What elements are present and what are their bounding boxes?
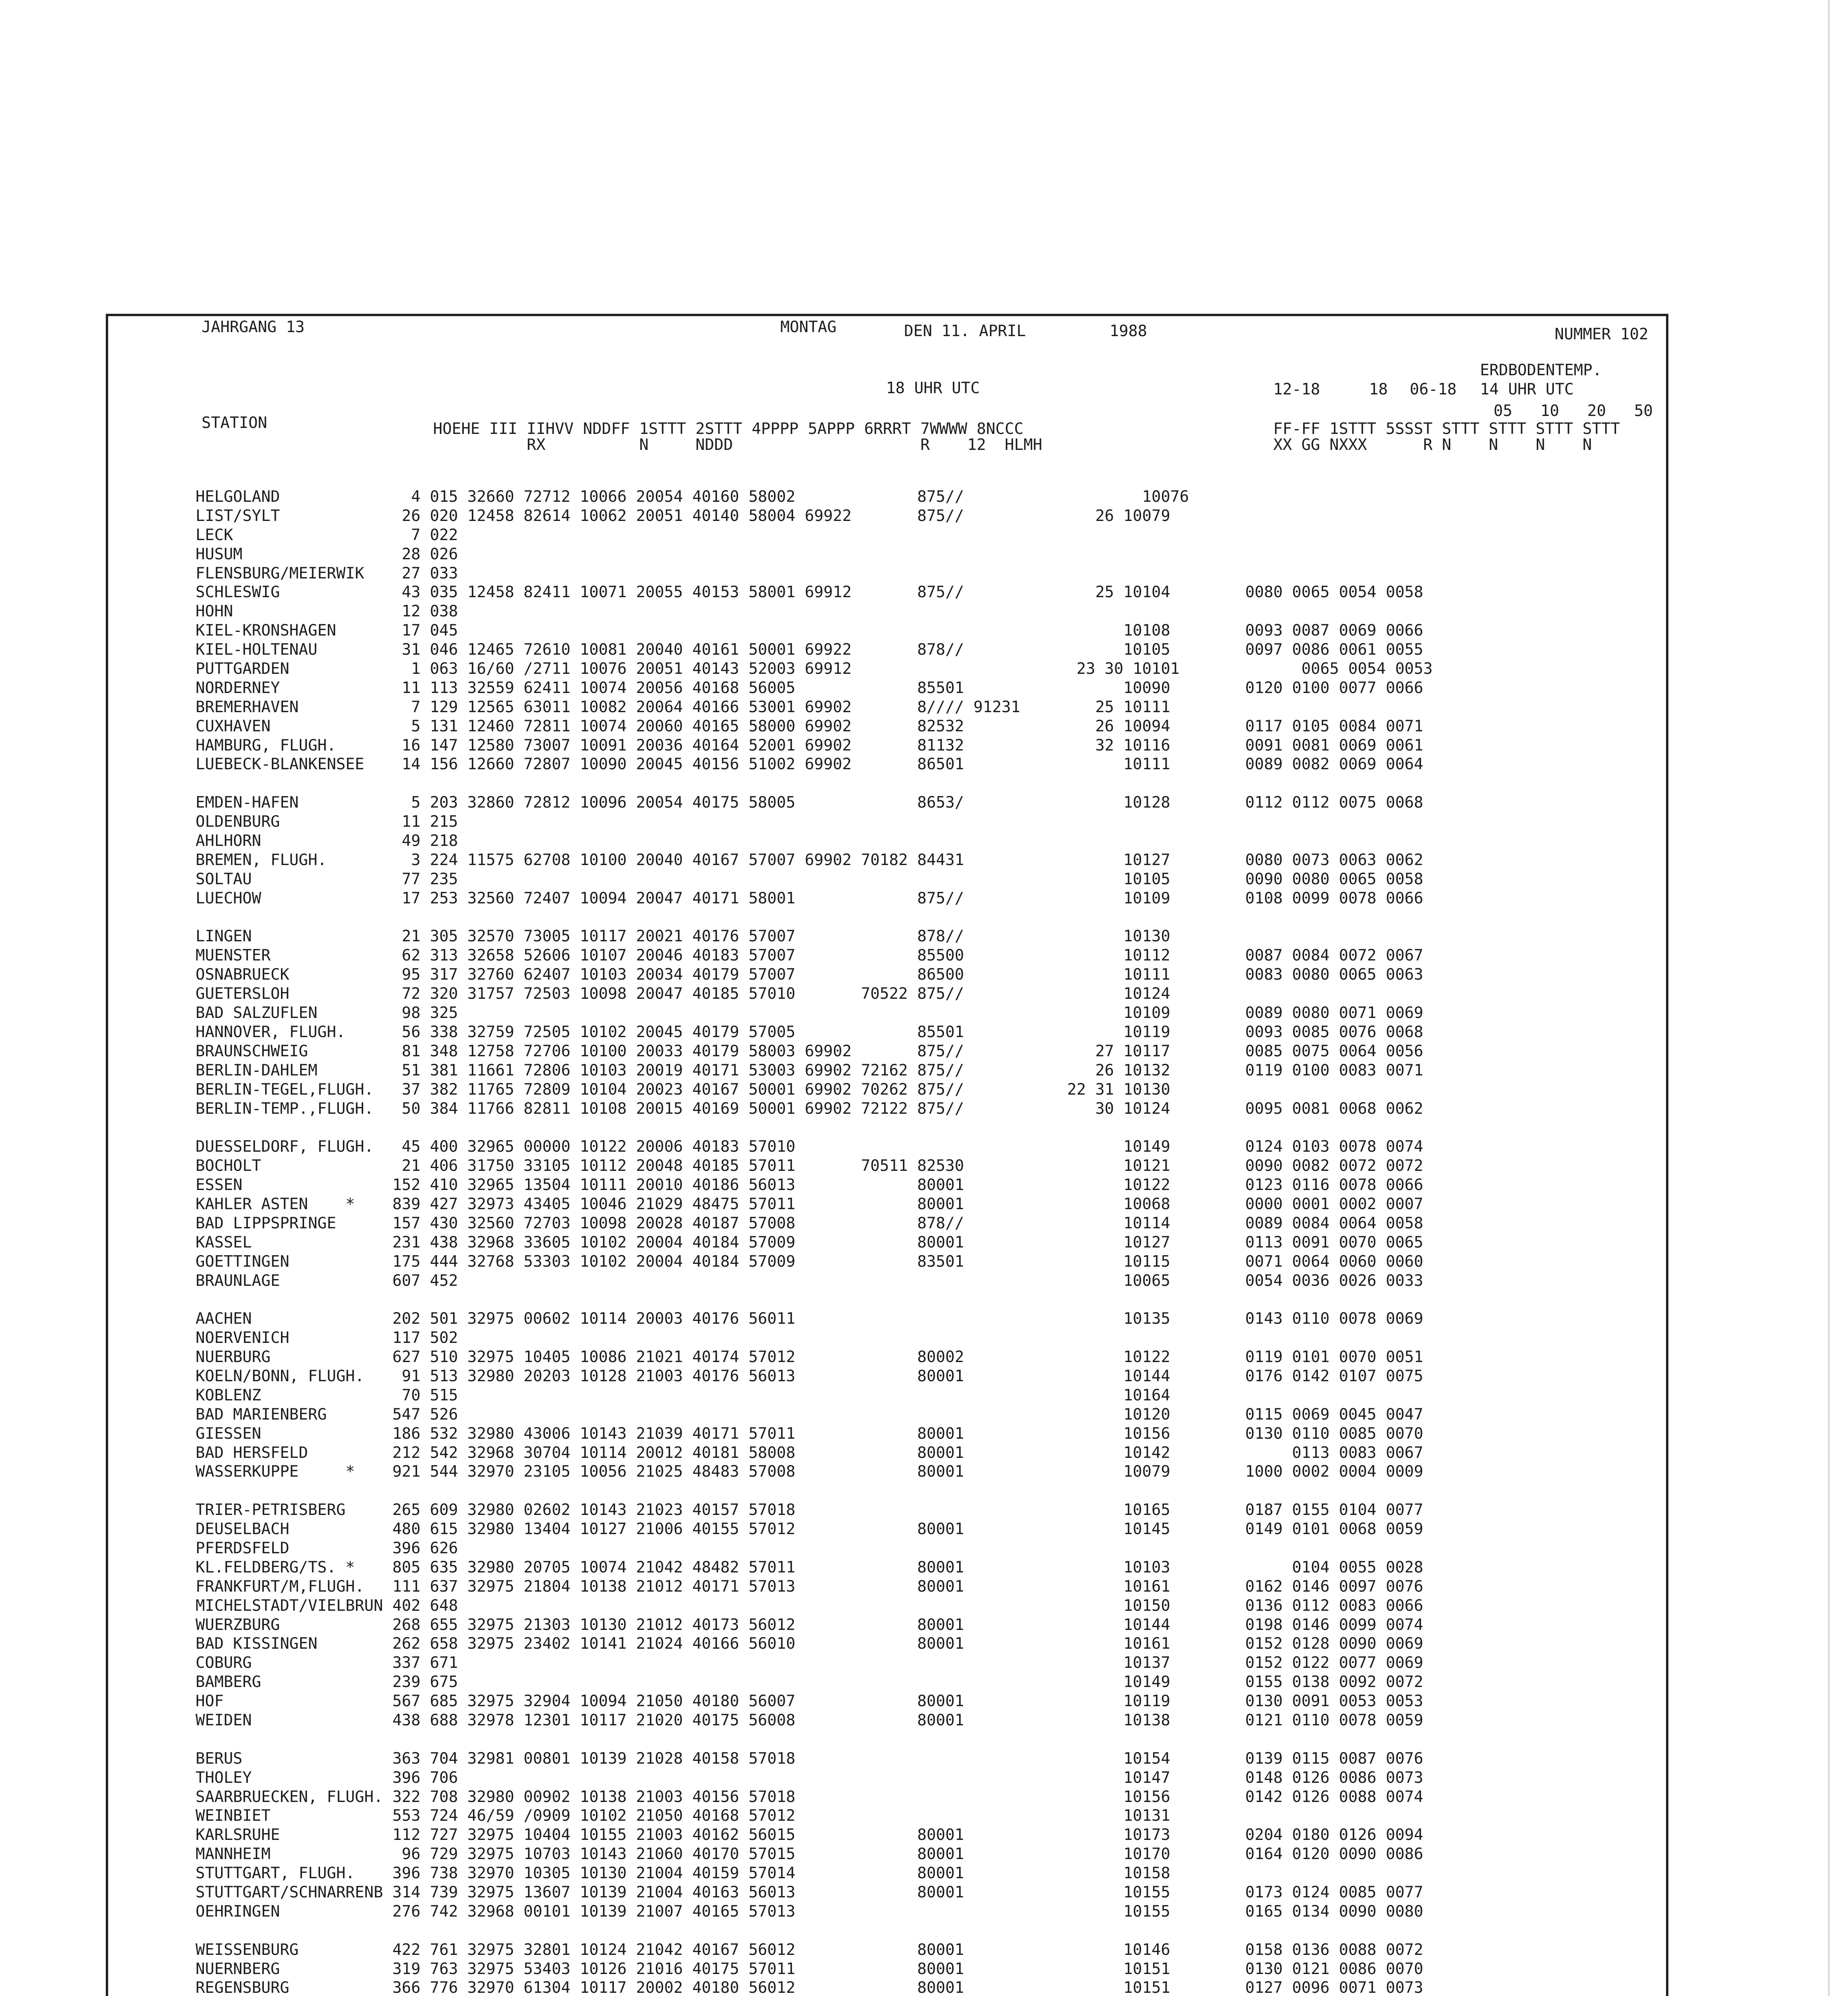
station-row: HUSUM 28 026 [196,545,458,563]
station-row: BAD SALZUFLEN 98 325 10109 0089 0080 0071 0069 [196,1004,1423,1022]
station-table [196,473,1432,1996]
station-row: KAHLER ASTEN * 839 427 32973 43405 10046 21029 48475 57011 80001 10068 0000 0001 0002 0007 [196,1195,1423,1213]
station-row: SAARBRUECKEN, FLUGH. 322 708 32980 00902 10138 21003 40156 57018 10156 0142 0126 0088 0074 [196,1788,1423,1806]
station-row: FRANKFURT/M,FLUGH. 111 637 32975 21804 10138 21012 40171 57013 80001 10161 0162 0146 0097 0076 [196,1577,1423,1596]
station-row: SCHLESWIG 43 035 12458 82411 10071 20055 40153 58001 69912 875// 25 10104 0080 0065 0054 0058 [196,583,1423,602]
station-row: OLDENBURG 11 215 [196,813,458,831]
station-row: KIEL-HOLTENAU 31 046 12465 72610 10081 20040 40161 50001 69922 878// 10105 0097 0086 0061 0055 [196,641,1423,659]
station-row: BERLIN-DAHLEM 51 381 11661 72806 10103 20019 40171 53003 69902 72162 875// 26 10132 0119 0100 0083 0071 [196,1061,1423,1079]
column-codes-line1: HOEHE III IIHVV NDDFF 1STTT 2STTT 4PPPP 5APPP 6RRRT 7WWWW 8NCCC [433,420,1024,438]
soil-time: 14 UHR UTC [1480,380,1574,398]
station-row: PFERDSFELD 396 626 [196,1539,458,1557]
station-row: OEHRINGEN 276 742 32968 00101 10139 21007 40165 57013 10155 0165 0134 0090 0080 [196,1902,1423,1921]
station-row: GOETTINGEN 175 444 32768 53303 10102 20004 40184 57009 83501 10115 0071 0064 0060 0060 [196,1252,1423,1271]
observation-time: 18 UHR UTC [886,379,980,397]
station-row: BREMEN, FLUGH. 3 224 11575 62708 10100 20040 40167 57007 69902 70182 84431 10127 0080 0073 0063 0062 [196,851,1423,869]
station-row: LECK 7 022 [196,526,458,544]
issue-number: NUMMER 102 [1555,325,1648,343]
station-row: AHLHORN 49 218 [196,832,458,850]
station-row: CUXHAVEN 5 131 12460 72811 10074 20060 40165 58000 69902 82532 26 10094 0117 0105 0084 0071 [196,717,1423,735]
station-row: KARLSRUHE 112 727 32975 10404 10155 21003 40162 56015 80001 10173 0204 0180 0126 0094 [196,1826,1423,1844]
date-label: DEN 11. APRIL [904,322,1026,340]
station-row: BOCHOLT 21 406 31750 33105 10112 20048 40185 57011 70511 82530 10121 0090 0082 0072 0072 [196,1157,1423,1175]
station-row: BERLIN-TEMP.,FLUGH. 50 384 11766 82811 10108 20015 40169 50001 69902 72122 875// 30 10124 0095 0081 0068 0062 [196,1099,1423,1118]
station-row: BAD KISSINGEN 262 658 32975 23402 10141 21024 40166 56010 80001 10161 0152 0128 0090 0069 [196,1635,1423,1653]
volume-label: JAHRGANG 13 [202,318,305,336]
station-row: BAD HERSFELD 212 542 32968 30704 10114 20012 40181 58008 80001 10142 0113 0083 0067 [196,1444,1423,1462]
station-row: WEIDEN 438 688 32978 12301 10117 21020 40175 56008 80001 10138 0121 0110 0078 0059 [196,1711,1423,1729]
station-row: GIESSEN 186 532 32980 43006 10143 21039 40171 57011 80001 10156 0130 0110 0085 0070 [196,1424,1423,1443]
station-row: DUESSELDORF, FLUGH. 45 400 32965 00000 10122 20006 40183 57010 10149 0124 0103 0078 0074 [196,1138,1423,1156]
station-row: NORDERNEY 11 113 32559 62411 10074 20056 40168 56005 85501 10090 0120 0100 0077 0066 [196,679,1423,697]
station-row: HELGOLAND 4 015 32660 72712 10066 20054 40160 58002 875// 10076 [196,488,1189,506]
station-row: BERUS 363 704 32981 00801 10139 21028 40158 57018 10154 0139 0115 0087 0076 [196,1749,1423,1768]
station-row: KIEL-KRONSHAGEN 17 045 10108 0093 0087 0069 0066 [196,622,1423,640]
station-row: BERLIN-TEGEL,FLUGH. 37 382 11765 72809 10104 20023 40167 50001 69902 70262 875// 22 31 10130 [196,1080,1170,1099]
station-row: BAD LIPPSPRINGE 157 430 32560 72703 10098 20028 40187 57008 878// 10114 0089 0084 0064 0058 [196,1214,1423,1232]
station-row: MUENSTER 62 313 32658 52606 10107 20046 40183 57007 85500 10112 0087 0084 0072 0067 [196,947,1423,965]
station-row: HOF 567 685 32975 32904 10094 21050 40180 56007 80001 10119 0130 0091 0053 0053 [196,1692,1423,1711]
station-row: MICHELSTADT/VIELBRUN 402 648 10150 0136 0112 0083 0066 [196,1596,1423,1615]
range-06-18: 06-18 [1410,380,1457,398]
station-row: LIST/SYLT 26 020 12458 82614 10062 20051 40140 58004 69922 875// 26 10079 [196,507,1170,525]
station-row: BAD MARIENBERG 547 526 10120 0115 0069 0045 0047 [196,1405,1423,1424]
station-row: GUETERSLOH 72 320 31757 72503 10098 20047 40185 57010 70522 875// 10124 [196,985,1170,1003]
station-row: WEISSENBURG 422 761 32975 32801 10124 21042 40167 56012 80001 10146 0158 0136 0088 0072 [196,1941,1423,1959]
column-codes-line2: RX N NDDD R 12 HLMH [433,436,1043,454]
station-row: REGENSBURG 366 776 32970 61304 10117 20002 40180 56012 80001 10151 0127 0096 0071 0073 [196,1979,1423,1996]
station-row: COBURG 337 671 10137 0152 0122 0077 0069 [196,1654,1423,1672]
station-row: BRAUNSCHWEIG 81 348 12758 72706 10100 20033 40179 58003 69902 875// 27 10117 0085 0075 0064 0056 [196,1042,1423,1060]
station-row: MANNHEIM 96 729 32975 10703 10143 21060 40170 57015 80001 10170 0164 0120 0090 0086 [196,1845,1423,1863]
soil-depths: 05 10 20 50 [1494,402,1653,420]
station-row: NUERNBERG 319 763 32975 53403 10126 21016 40175 57011 80001 10151 0130 0121 0086 0070 [196,1960,1423,1978]
station-row: ESSEN 152 410 32965 13504 10111 20010 40186 56013 80001 10122 0123 0116 0078 0066 [196,1176,1423,1194]
station-row: BAMBERG 239 675 10149 0155 0138 0092 0072 [196,1673,1423,1691]
soil-temp-title: ERDBODENTEMP. [1480,361,1602,379]
station-row: BREMERHAVEN 7 129 12565 63011 10082 20064 40166 53001 69902 8//// 91231 25 10111 [196,698,1170,716]
range-12-18: 12-18 [1273,380,1320,398]
station-row: WUERZBURG 268 655 32975 21303 10130 21012 40173 56012 80001 10144 0198 0146 0099 0074 [196,1616,1423,1634]
group-separator [196,1120,1432,1139]
station-row: PUTTGARDEN 1 063 16/60 /2711 10076 20051 40143 52003 69912 23 30 10101 0065 0054 0053 [196,660,1433,678]
station-row: NOERVENICH 117 502 [196,1329,458,1347]
right-codes-line1: FF-FF 1STTT 5SSST STTT STTT STTT STTT [1273,420,1620,438]
station-row: LINGEN 21 305 32570 73005 10117 20021 40176 57007 878// 10130 [196,927,1170,946]
paper-edge [1828,0,1830,1996]
station-row: KASSEL 231 438 32968 33605 10102 20004 40184 57009 80001 10127 0113 0091 0070 0065 [196,1233,1423,1251]
group-separator [196,1923,1432,1942]
year-label: 1988 [1110,322,1147,340]
station-row: STUTTGART/SCHNARRENB 314 739 32975 13607 10139 21004 40163 56013 80001 10155 0173 0124 0085 0077 [196,1883,1423,1902]
station-row: KL.FELDBERG/TS. * 805 635 32980 20705 10074 21042 48482 57011 80001 10103 0104 0055 0028 [196,1558,1423,1576]
station-row: HANNOVER, FLUGH. 56 338 32759 72505 10102 20045 40179 57005 85501 10119 0093 0085 0076 0068 [196,1023,1423,1041]
right-codes-line2: XX GG NXXX R N N N N [1273,436,1592,454]
station-row: WASSERKUPPE * 921 544 32970 23105 10056 21025 48483 57008 80001 10079 1000 0002 0004 0009 [196,1463,1423,1481]
station-row: LUECHOW 17 253 32560 72407 10094 20047 40171 58001 875// 10109 0108 0099 0078 0066 [196,889,1423,907]
station-row: WEINBIET 553 724 46/59 /0909 10102 21050 40168 57012 10131 [196,1807,1170,1825]
station-row: TRIER-PETRISBERG 265 609 32980 02602 10143 21023 40157 57018 10165 0187 0155 0104 0077 [196,1501,1423,1519]
station-row: KOBLENZ 70 515 10164 [196,1386,1170,1404]
station-row: FLENSBURG/MEIERWIK 27 033 [196,564,458,582]
station-row: BRAUNLAGE 607 452 10065 0054 0036 0026 0033 [196,1271,1423,1290]
station-row: LUEBECK-BLANKENSEE 14 156 12660 72807 10090 20045 40156 51002 69902 86501 10111 0089 0082 0069 0064 [196,755,1423,774]
station-row: EMDEN-HAFEN 5 203 32860 72812 10096 20054 40175 58005 8653/ 10128 0112 0112 0075 0068 [196,794,1423,812]
station-heading: STATION [202,414,267,432]
station-row: KOELN/BONN, FLUGH. 91 513 32980 20203 10128 21003 40176 56013 80001 10144 0176 0142 0107 0075 [196,1367,1423,1385]
station-row: AACHEN 202 501 32975 00602 10114 20003 40176 56011 10135 0143 0110 0078 0069 [196,1310,1423,1328]
station-row: THOLEY 396 706 10147 0148 0126 0086 0073 [196,1768,1423,1787]
station-row: OSNABRUECK 95 317 32760 62407 10103 20034 40179 57007 86500 10111 0083 0080 0065 0063 [196,966,1423,984]
station-row: DEUSELBACH 480 615 32980 13404 10127 21006 40155 57012 80001 10145 0149 0101 0068 0059 [196,1520,1423,1539]
group-separator [196,1292,1432,1311]
group-separator [196,776,1432,795]
hour-18: 18 [1369,380,1388,398]
group-separator [196,1483,1432,1502]
station-row: SOLTAU 77 235 10105 0090 0080 0065 0058 [196,870,1423,888]
station-row: HAMBURG, FLUGH. 16 147 12580 73007 10091 20036 40164 52001 69902 81132 32 10116 0091 0081 0069 0061 [196,736,1423,754]
weekday-label: MONTAG [780,318,837,336]
station-row: NUERBURG 627 510 32975 10405 10086 21021 40174 57012 80002 10122 0119 0101 0070 0051 [196,1348,1423,1366]
group-separator [196,1732,1432,1751]
group-separator [196,910,1432,929]
station-row: STUTTGART, FLUGH. 396 738 32970 10305 10130 21004 40159 57014 80001 10158 [196,1864,1170,1883]
station-row: HOHN 12 038 [196,602,458,621]
